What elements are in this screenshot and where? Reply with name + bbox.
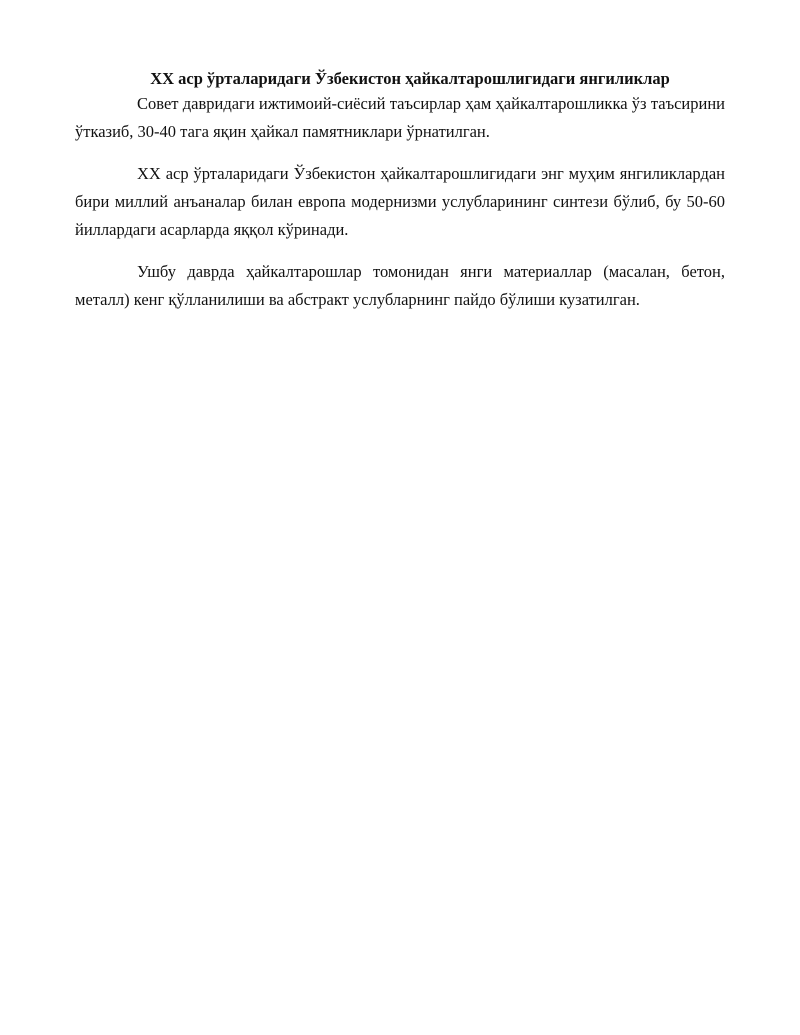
paragraph-1: Совет давридаги ижтимоий-сиёсий таъсирлар ҳам ҳайкалтарошликка ўз таъсирини ўтказиб, 30-40 тага яқин ҳайкал памятниклари ўрнатилган. xyxy=(75,94,725,141)
document-body xyxy=(75,68,725,314)
paragraph-3: Ушбу даврда ҳайкалтарошлар томонидан янги материаллар (масалан, бетон, металл) кенг қўлланилиши ва абстракт услубларнинг пайдо бўлиши кузатилган. xyxy=(75,262,725,309)
document-title: XX аср ўрталаридаги Ўзбекистон ҳайкалтарошлигидаги янгиликлар xyxy=(150,69,670,88)
paragraph-2: XX аср ўрталаридаги Ўзбекистон ҳайкалтарошлигидаги энг муҳим янгиликлардан бири миллий анъаналар билан европа модернизми услубларининг синтези бўлиб, бу 50-60 йиллардаги асарларда яққол кўринади. xyxy=(75,164,725,239)
